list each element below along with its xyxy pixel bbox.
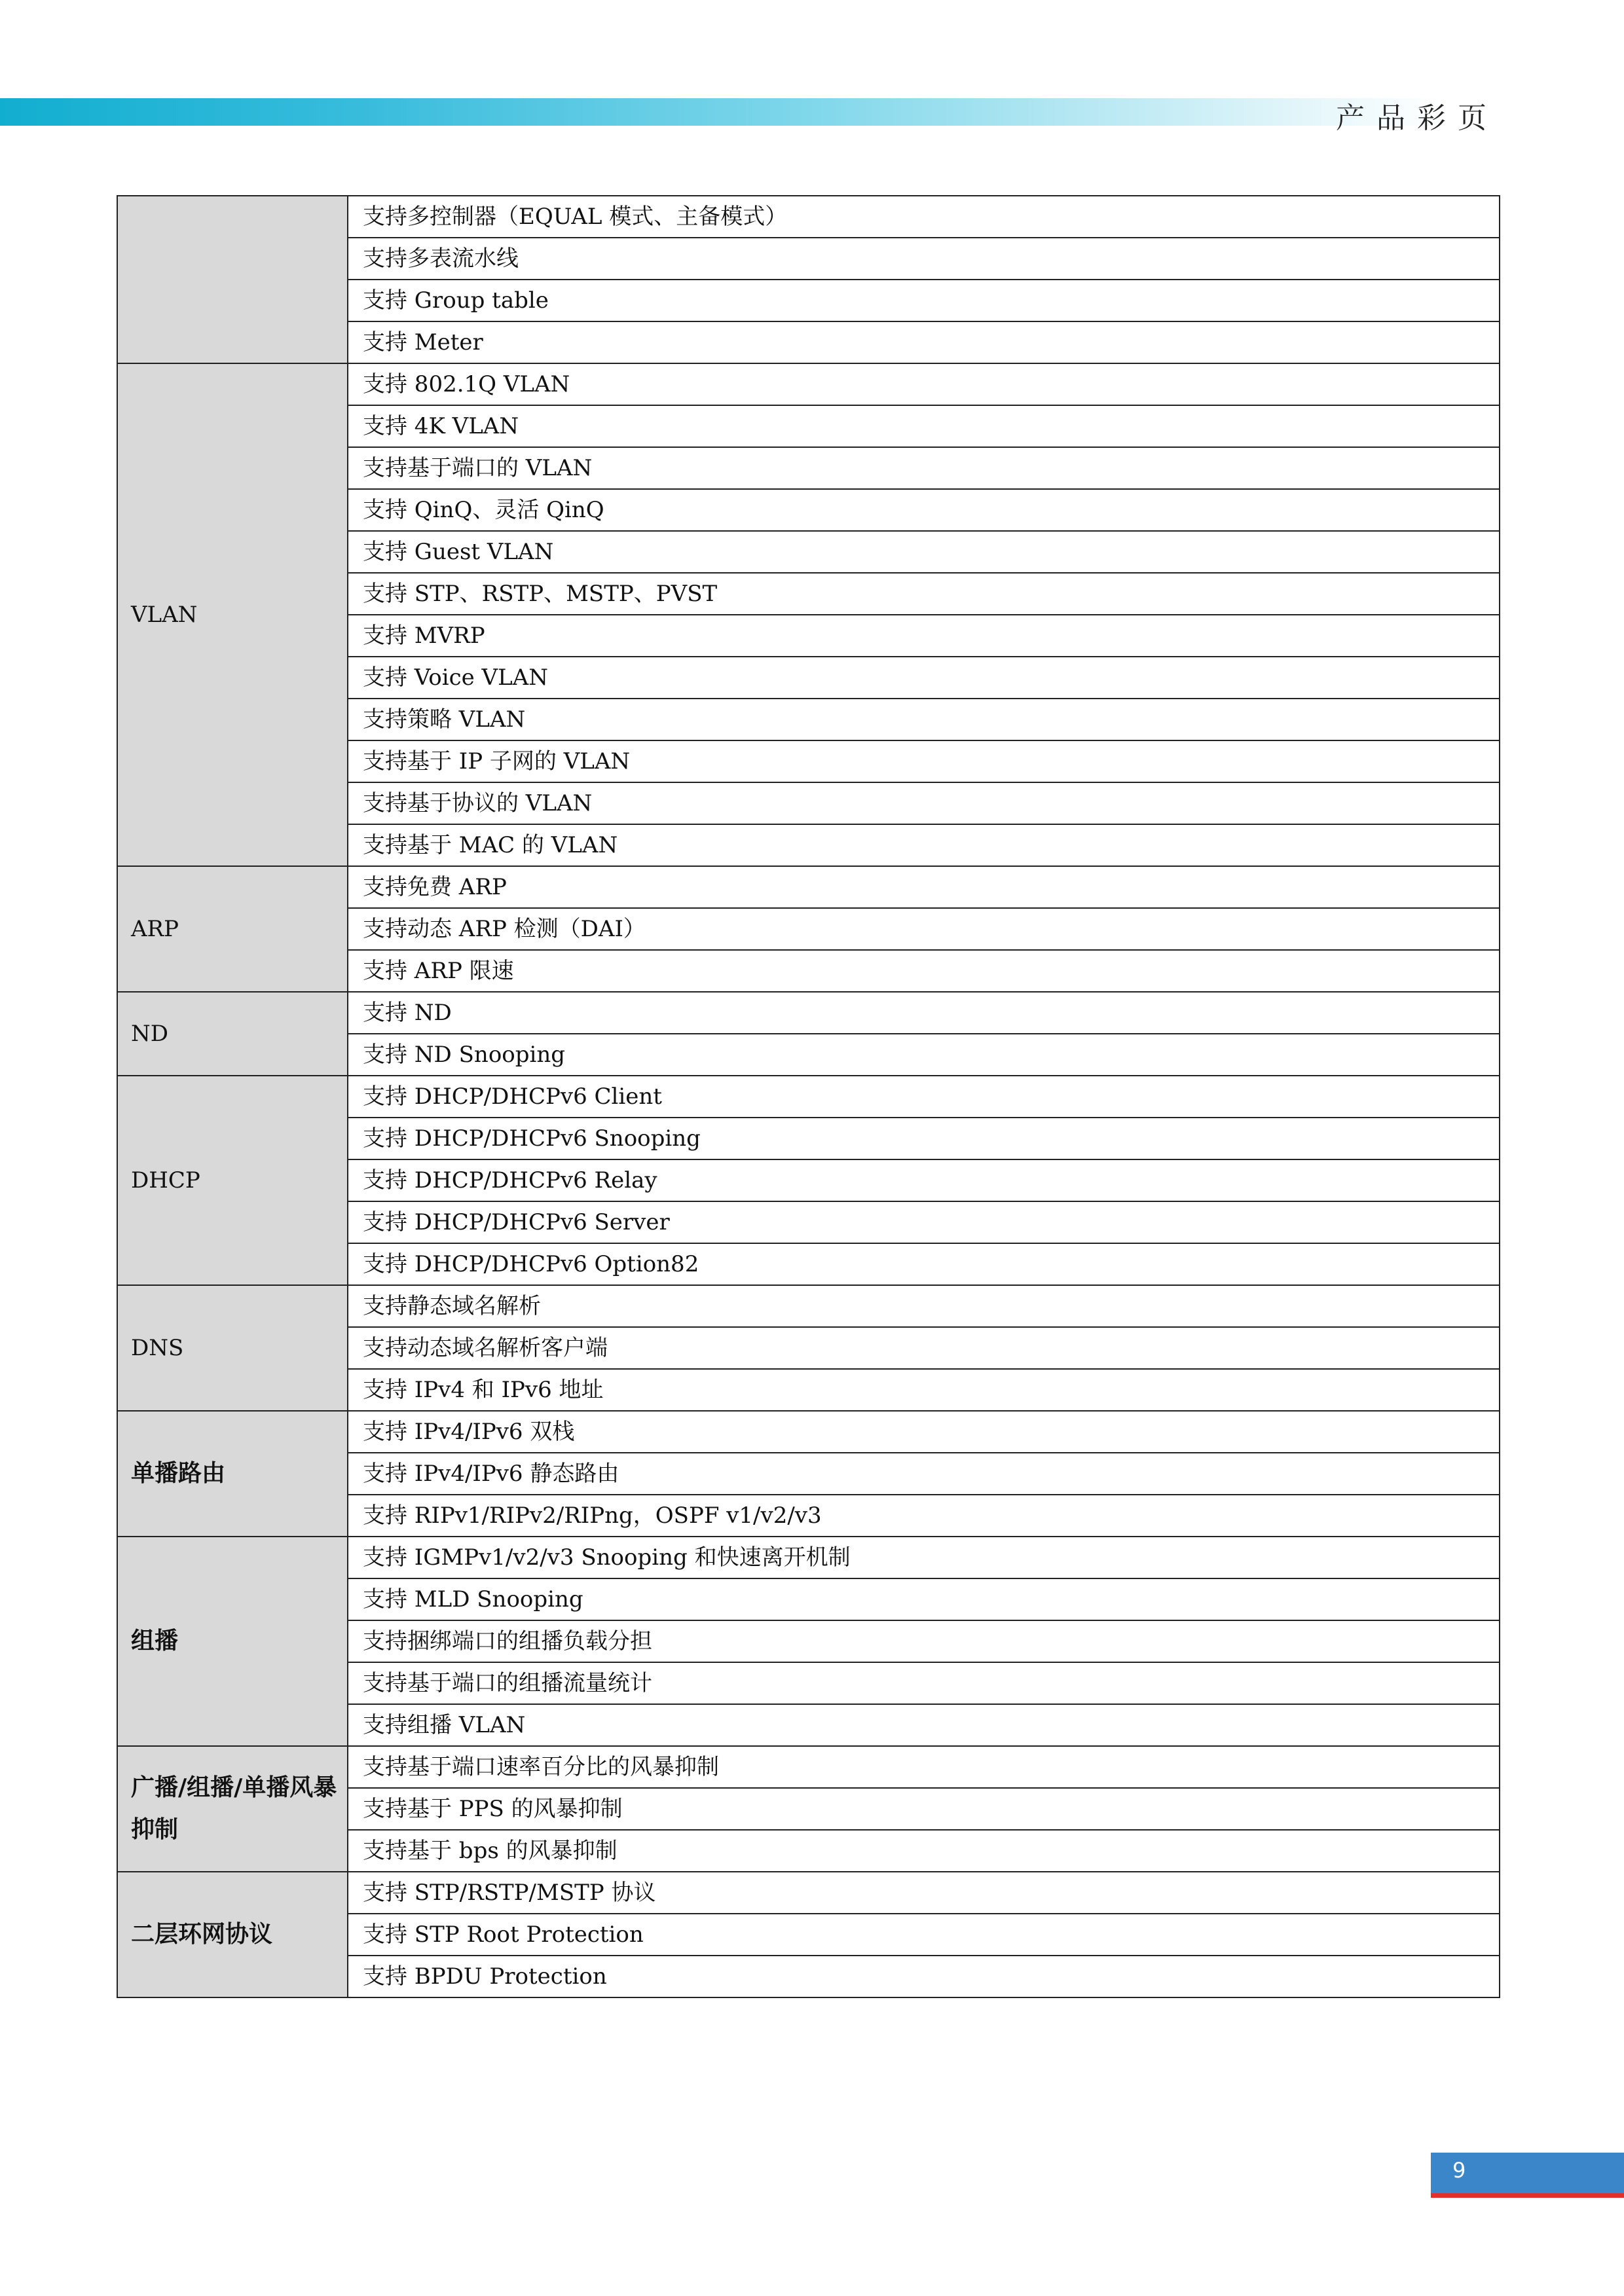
feature-cell: 支持 ARP 限速	[348, 950, 1500, 992]
feature-cell: 支持 DHCP/DHCPv6 Snooping	[348, 1118, 1500, 1159]
feature-cell: 支持动态 ARP 检测（DAI）	[348, 908, 1500, 950]
feature-cell: 支持 Voice VLAN	[348, 657, 1500, 699]
header-gradient-bar	[0, 98, 1441, 126]
feature-cell: 支持免费 ARP	[348, 866, 1500, 908]
feature-cell: 支持组播 VLAN	[348, 1704, 1500, 1746]
feature-cell: 支持基于 IP 子网的 VLAN	[348, 740, 1500, 782]
feature-cell: 支持静态域名解析	[348, 1285, 1500, 1327]
category-cell: DHCP	[117, 1076, 348, 1285]
feature-cell: 支持 DHCP/DHCPv6 Client	[348, 1076, 1500, 1118]
category-cell: ARP	[117, 866, 348, 992]
feature-cell: 支持 STP、RSTP、MSTP、PVST	[348, 573, 1500, 615]
header-title: 产品彩页	[1336, 101, 1498, 135]
table-row	[117, 1746, 1500, 1788]
table-row	[117, 1076, 1500, 1118]
feature-cell: 支持 IPv4/IPv6 双栈	[348, 1411, 1500, 1453]
feature-cell: 支持 DHCP/DHCPv6 Option82	[348, 1243, 1500, 1285]
feature-cell: 支持 MLD Snooping	[348, 1578, 1500, 1620]
category-cell: ND	[117, 992, 348, 1076]
table-row	[117, 363, 1500, 405]
feature-table-body	[117, 196, 1500, 1997]
feature-cell: 支持 RIPv1/RIPv2/RIPng，OSPF v1/v2/v3	[348, 1495, 1500, 1537]
feature-cell: 支持 QinQ、灵活 QinQ	[348, 489, 1500, 531]
feature-cell: 支持基于端口的 VLAN	[348, 447, 1500, 489]
feature-cell: 支持 Group table	[348, 280, 1500, 321]
table-row	[117, 866, 1500, 908]
feature-cell: 支持基于 PPS 的风暴抑制	[348, 1788, 1500, 1830]
feature-cell: 支持 4K VLAN	[348, 405, 1500, 447]
feature-cell: 支持 IPv4 和 IPv6 地址	[348, 1369, 1500, 1411]
feature-cell: 支持基于协议的 VLAN	[348, 782, 1500, 824]
feature-cell: 支持 IPv4/IPv6 静态路由	[348, 1453, 1500, 1495]
feature-cell: 支持 ND	[348, 992, 1500, 1034]
feature-cell: 支持 MVRP	[348, 615, 1500, 657]
table-row	[117, 992, 1500, 1034]
category-cell: VLAN	[117, 363, 348, 866]
feature-cell: 支持基于端口的组播流量统计	[348, 1662, 1500, 1704]
feature-cell: 支持捆绑端口的组播负载分担	[348, 1620, 1500, 1662]
feature-cell: 支持多表流水线	[348, 238, 1500, 280]
feature-cell: 支持 Guest VLAN	[348, 531, 1500, 573]
feature-table	[117, 195, 1500, 1998]
category-cell: DNS	[117, 1285, 348, 1411]
table-row	[117, 1411, 1500, 1453]
category-cell	[117, 196, 348, 363]
feature-cell: 支持 DHCP/DHCPv6 Relay	[348, 1159, 1500, 1201]
feature-cell: 支持动态域名解析客户端	[348, 1327, 1500, 1369]
category-cell: 组播	[117, 1537, 348, 1746]
feature-cell: 支持 ND Snooping	[348, 1034, 1500, 1076]
feature-cell: 支持 STP/RSTP/MSTP 协议	[348, 1872, 1500, 1914]
feature-cell: 支持 BPDU Protection	[348, 1956, 1500, 1997]
feature-cell: 支持 802.1Q VLAN	[348, 363, 1500, 405]
feature-cell: 支持多控制器（EQUAL 模式、主备模式）	[348, 196, 1500, 238]
feature-cell: 支持基于 bps 的风暴抑制	[348, 1830, 1500, 1872]
feature-cell: 支持策略 VLAN	[348, 699, 1500, 740]
page-number: 9	[1452, 2158, 1466, 2183]
category-cell: 广播/组播/单播风暴抑制	[117, 1746, 348, 1872]
feature-cell: 支持基于端口速率百分比的风暴抑制	[348, 1746, 1500, 1788]
table-row	[117, 1872, 1500, 1914]
table-row	[117, 196, 1500, 238]
category-cell: 二层环网协议	[117, 1872, 348, 1997]
category-cell: 单播路由	[117, 1411, 348, 1537]
feature-cell: 支持 Meter	[348, 321, 1500, 363]
feature-cell: 支持 STP Root Protection	[348, 1914, 1500, 1956]
table-row	[117, 1285, 1500, 1327]
table-row	[117, 1537, 1500, 1578]
feature-cell: 支持 IGMPv1/v2/v3 Snooping 和快速离开机制	[348, 1537, 1500, 1578]
feature-cell: 支持基于 MAC 的 VLAN	[348, 824, 1500, 866]
feature-cell: 支持 DHCP/DHCPv6 Server	[348, 1201, 1500, 1243]
